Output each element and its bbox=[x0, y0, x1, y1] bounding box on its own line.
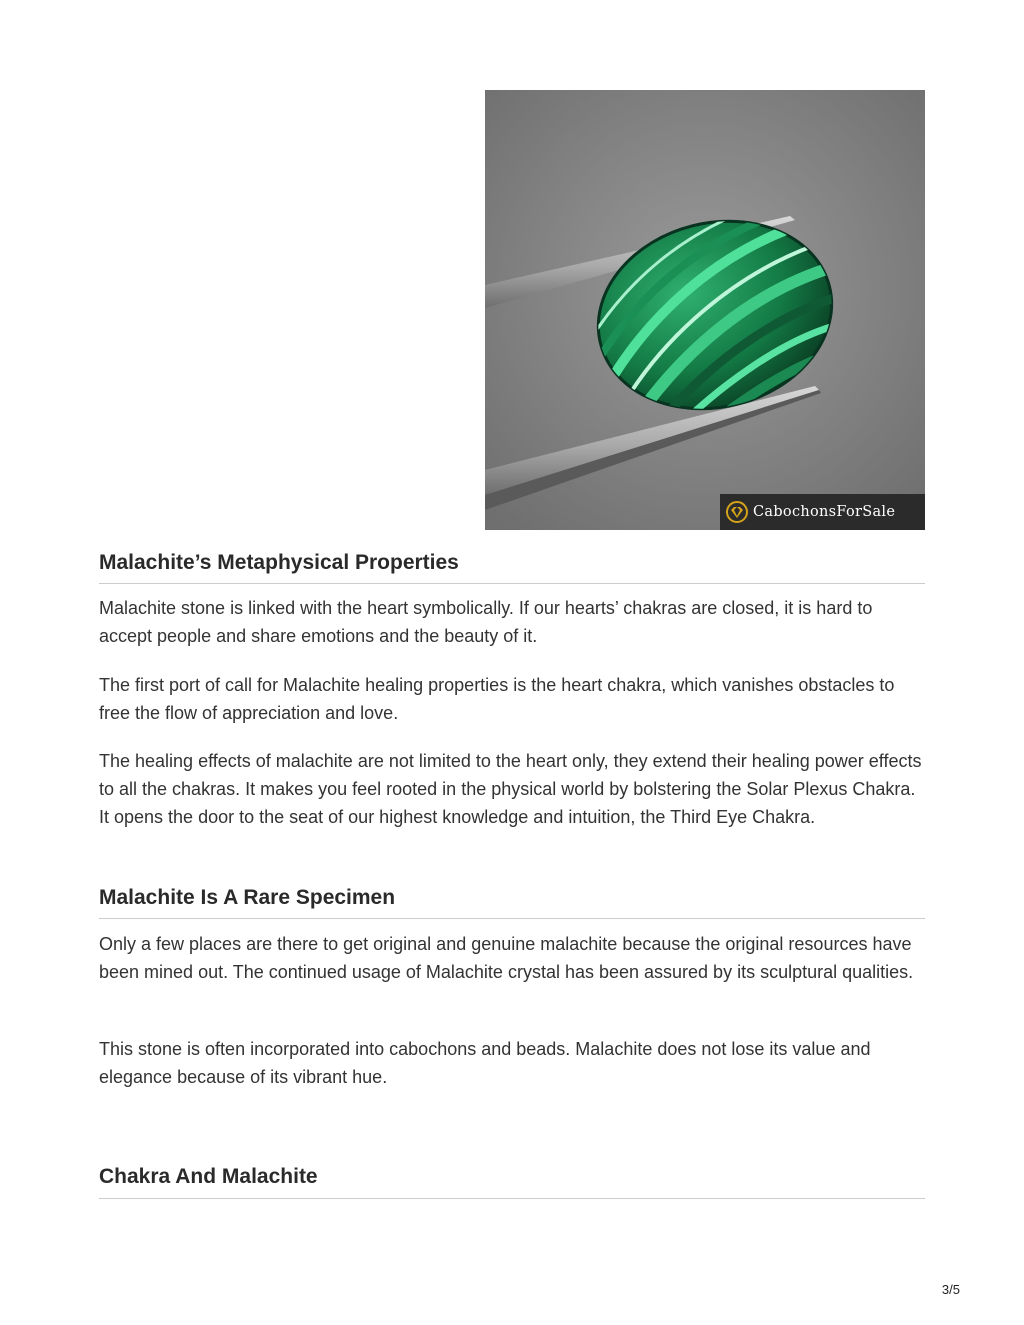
paragraph: The first port of call for Malachite healing properties is the heart chakra, which vanishes obstacles to free the flow of appreciation and love. bbox=[99, 675, 895, 723]
page-number: 3/5 bbox=[941, 1282, 960, 1297]
paragraph: The healing effects of malachite are not limited to the heart only, they extend their healing power effects to all the chakras. It makes you feel rooted in the physical world by bolstering the Solar Plexus Chakra. It opens the door to the seat of our highest knowledge and intuition, the Third Eye Chakra. bbox=[99, 751, 922, 827]
paragraph: Malachite stone is linked with the heart symbolically. If our hearts’ chakras are closed, it is hard to accept people and share emotions and the beauty of it. bbox=[99, 598, 873, 646]
heading-divider bbox=[99, 918, 925, 919]
diamond-icon bbox=[726, 501, 748, 523]
paragraph: Only a few places are there to get original and genuine malachite because the original resources have been mined out. The continued usage of Malachite crystal has been assured by its sculptural qualities. bbox=[99, 934, 914, 982]
heading-divider bbox=[99, 583, 925, 584]
heading-divider bbox=[99, 1198, 925, 1199]
section-heading: Malachite Is A Rare Specimen bbox=[99, 886, 396, 909]
section-heading: Malachite’s Metaphysical Properties bbox=[99, 551, 459, 574]
paragraph: This stone is often incorporated into cabochons and beads. Malachite does not lose its value and elegance because of its vibrant hue. bbox=[99, 1039, 871, 1087]
malachite-cabochon-image bbox=[485, 90, 925, 530]
section-heading: Chakra And Malachite bbox=[99, 1165, 318, 1188]
malachite-photo bbox=[485, 90, 925, 530]
logo-text: CabochonsForSale bbox=[753, 504, 896, 520]
logo-badge bbox=[720, 494, 925, 530]
